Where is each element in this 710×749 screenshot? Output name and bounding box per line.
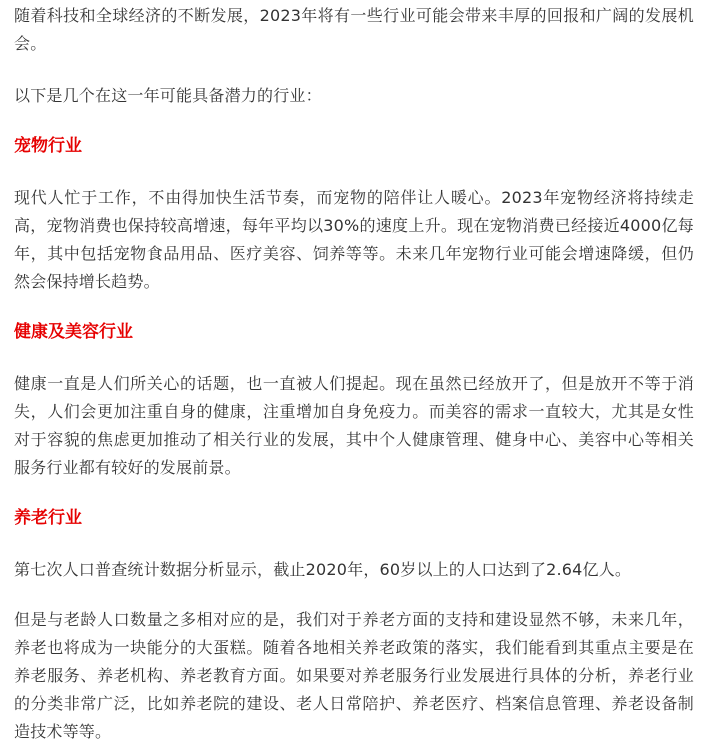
- intro-paragraph: 随着科技和全球经济的不断发展，2023年将有一些行业可能会带来丰厚的回报和广阔的发展机会。: [14, 6, 694, 53]
- section-heading-pet: 宠物行业: [14, 136, 82, 156]
- section-body-elderly-2: 但是与老龄人口数量之多相对应的是，我们对于养老方面的支持和建设显然不够，未来几年，养老也将成为一块能分的大蛋糕。随着各地相关养老政策的落实，我们能看到其重点主要是在养老服务、养老机构、养老教育方面。如果要对养老服务行业发展进行具体的分析，养老行业的分类非常广泛，比如养老院的建设、老人日常陪护、养老医疗、档案信息管理、养老设备制造技术等等。: [14, 610, 694, 741]
- section-body-elderly-1: 第七次人口普查统计数据分析显示，截止2020年，60岁以上的人口达到了2.64亿人。: [14, 560, 632, 579]
- section-body-pet: 现代人忙于工作，不由得加快生活节奏，而宠物的陪伴让人暖心。2023年宠物经济将持续走高，宠物消费也保持较高增速，每年平均以30%的速度上升。现在宠物消费已经接近4000亿每年，其中包括宠物食品用品、医疗美容、饲养等等。未来几年宠物行业可能会增速降缓，但仍然会保持增长趋势。: [14, 188, 694, 291]
- section-body-health: 健康一直是人们所关心的话题，也一直被人们提起。现在虽然已经放开了，但是放开不等于消失，人们会更加注重自身的健康，注重增加自身免疫力。而美容的需求一直较大，尤其是女性对于容貌的焦虑更加推动了相关行业的发展，其中个人健康管理、健身中心、美容中心等相关服务行业都有较好的发展前景。: [14, 374, 694, 477]
- section-heading-elderly: 养老行业: [14, 508, 82, 528]
- section-heading-health: 健康及美容行业: [14, 322, 133, 342]
- intro-list-lead: 以下是几个在这一年可能具备潜力的行业：: [14, 86, 322, 105]
